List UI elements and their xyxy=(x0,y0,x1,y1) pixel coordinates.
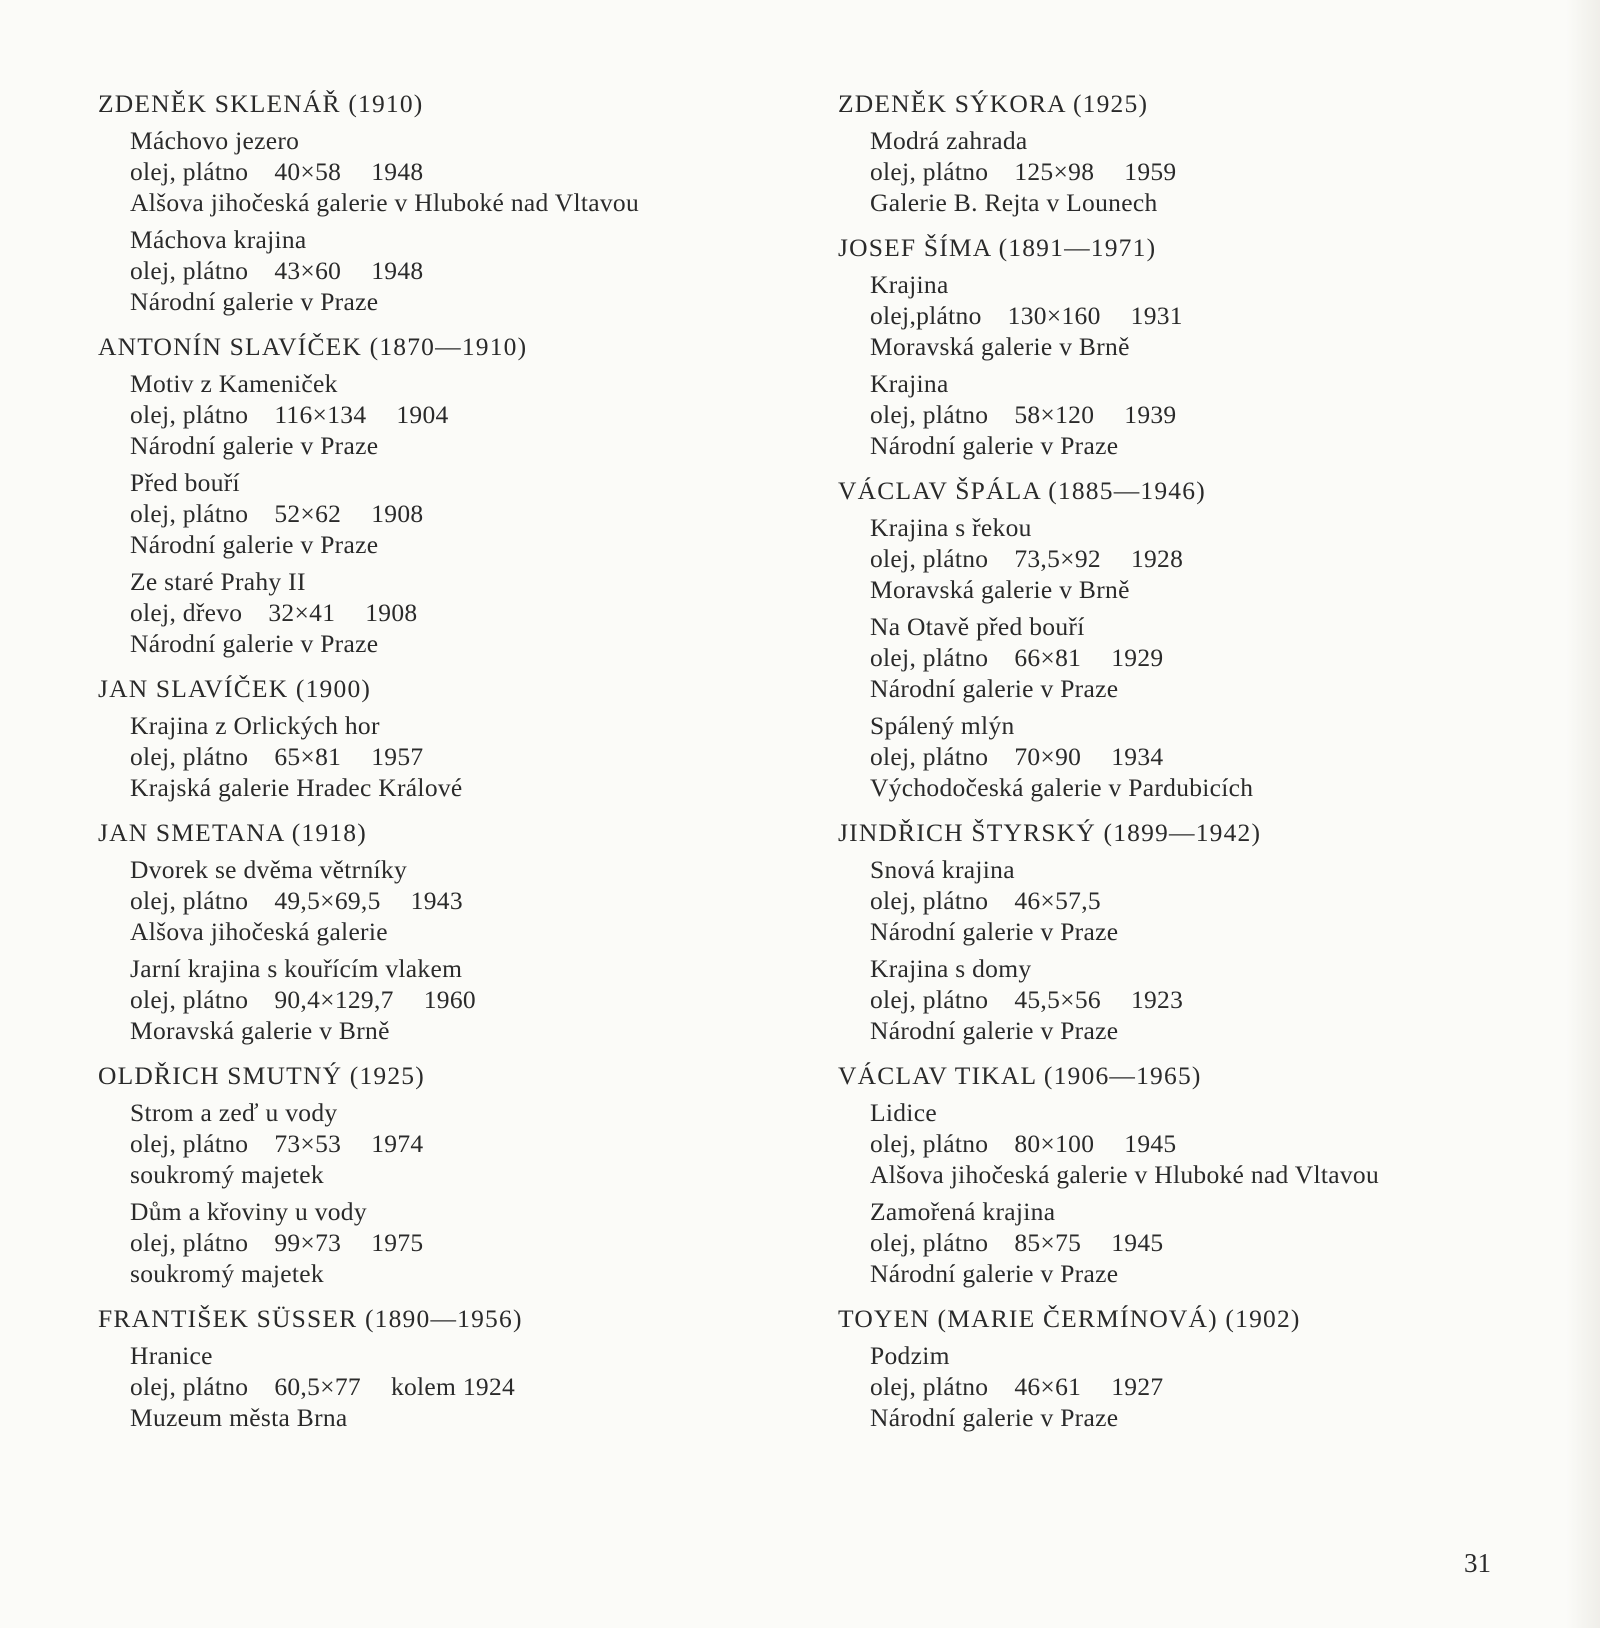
artwork-title: Snová krajina xyxy=(870,855,1015,884)
artist-name: ZDENĚK SKLENÁŘ (1910) xyxy=(98,89,424,118)
artwork-medium: olej, plátno xyxy=(130,499,249,528)
artwork-dimensions: 99×73 xyxy=(274,1228,342,1257)
artist-name: FRANTIŠEK SÜSSER (1890—1956) xyxy=(98,1304,523,1333)
artwork-dimensions: 116×134 xyxy=(274,400,367,429)
catalog-column-right xyxy=(838,88,1498,1447)
artwork-year: 1974 xyxy=(371,1129,424,1158)
artist-name: ZDENĚK SÝKORA (1925) xyxy=(838,89,1149,118)
artist-name: ANTONÍN SLAVÍČEK (1870—1910) xyxy=(98,332,528,361)
artwork-year: 1948 xyxy=(371,157,424,186)
artwork-dimensions: 46×61 xyxy=(1014,1372,1082,1401)
artwork-title: Krajina xyxy=(870,270,949,299)
catalog-column-left xyxy=(98,88,758,1447)
artwork-medium: olej, plátno xyxy=(870,1372,989,1401)
artist-name: TOYEN (MARIE ČERMÍNOVÁ) (1902) xyxy=(838,1304,1301,1333)
artwork-medium: olej, plátno xyxy=(130,256,249,285)
artwork-medium: olej, plátno xyxy=(870,544,989,573)
artwork-title: Na Otavě před bouří xyxy=(870,612,1085,641)
artist-name: JAN SMETANA (1918) xyxy=(98,818,367,847)
artwork-year: 1908 xyxy=(371,499,424,528)
artwork-entry xyxy=(838,1196,1498,1289)
artwork-year: 1929 xyxy=(1111,643,1164,672)
artwork-entry xyxy=(838,854,1498,947)
artist-name: OLDŘICH SMUTNÝ (1925) xyxy=(98,1061,425,1090)
artwork-entry xyxy=(98,1196,758,1289)
artwork-title: Jarní krajina s kouřícím vlakem xyxy=(130,954,463,983)
artist-name: JINDŘICH ŠTYRSKÝ (1899—1942) xyxy=(838,818,1262,847)
artwork-dimensions: 58×120 xyxy=(1014,400,1095,429)
artwork-dimensions: 125×98 xyxy=(1014,157,1095,186)
artwork-title: Máchovo jezero xyxy=(130,126,300,155)
artwork-details xyxy=(130,1128,758,1159)
artwork-entry xyxy=(838,1340,1498,1433)
artwork-dimensions: 49,5×69,5 xyxy=(274,886,381,915)
artwork-title: Zamořená krajina xyxy=(870,1197,1056,1226)
artist-entry xyxy=(838,817,1498,1046)
artwork-year: 1948 xyxy=(371,256,424,285)
artwork-dimensions: 65×81 xyxy=(274,742,342,771)
artwork-details xyxy=(130,741,758,772)
artwork-details xyxy=(870,399,1498,430)
artwork-details xyxy=(870,1128,1498,1159)
artist-entry xyxy=(838,475,1498,803)
artwork-details xyxy=(870,984,1498,1015)
artwork-entry xyxy=(838,512,1498,605)
artist-entry xyxy=(98,817,758,1046)
artwork-dimensions: 70×90 xyxy=(1014,742,1082,771)
artwork-medium: olej, plátno xyxy=(130,157,249,186)
artwork-year: 1960 xyxy=(423,985,476,1014)
artwork-title: Ze staré Prahy II xyxy=(130,567,306,596)
artwork-medium: olej, plátno xyxy=(870,1228,989,1257)
artwork-details xyxy=(870,642,1498,673)
artwork-entry xyxy=(98,710,758,803)
artwork-title: Krajina z Orlických hor xyxy=(130,711,380,740)
artwork-collection: Moravská galerie v Brně xyxy=(870,575,1130,604)
artwork-details xyxy=(870,741,1498,772)
artwork-year: 1928 xyxy=(1130,544,1184,573)
artwork-entry xyxy=(838,611,1498,704)
artwork-collection: Galerie B. Rejta v Lounech xyxy=(870,188,1158,217)
artwork-medium: olej, dřevo xyxy=(130,598,243,627)
artwork-entry xyxy=(98,953,758,1046)
artwork-collection: Národní galerie v Praze xyxy=(870,431,1119,460)
artwork-dimensions: 32×41 xyxy=(268,598,336,627)
artwork-entry xyxy=(98,368,758,461)
artwork-entry xyxy=(838,368,1498,461)
artwork-year: 1975 xyxy=(371,1228,424,1257)
artwork-details xyxy=(130,1227,758,1258)
artist-entry xyxy=(838,232,1498,461)
artwork-details xyxy=(130,885,758,916)
artwork-entry xyxy=(838,953,1498,1046)
artwork-collection: Národní galerie v Praze xyxy=(870,917,1119,946)
artwork-dimensions: 66×81 xyxy=(1014,643,1082,672)
artwork-title: Modrá zahrada xyxy=(870,126,1028,155)
artwork-details xyxy=(870,885,1498,916)
artist-entry xyxy=(98,1060,758,1289)
artwork-medium: olej, plátno xyxy=(130,400,249,429)
artwork-collection: Národní galerie v Praze xyxy=(870,674,1119,703)
artwork-entry xyxy=(838,125,1498,218)
artwork-title: Krajina s řekou xyxy=(870,513,1032,542)
artwork-year: 1957 xyxy=(371,742,424,771)
artwork-dimensions: 90,4×129,7 xyxy=(274,985,394,1014)
artwork-year: 1943 xyxy=(410,886,463,915)
artwork-collection: Muzeum města Brna xyxy=(130,1403,348,1432)
artwork-medium: olej, plátno xyxy=(870,643,989,672)
artwork-title: Dvorek se dvěma větrníky xyxy=(130,855,407,884)
artwork-dimensions: 73,5×92 xyxy=(1014,544,1101,573)
artwork-collection: Krajská galerie Hradec Králové xyxy=(130,773,463,802)
artist-name: JOSEF ŠÍMA (1891—1971) xyxy=(838,233,1157,262)
artist-entry xyxy=(98,1303,758,1433)
artwork-entry xyxy=(98,125,758,218)
artwork-year: 1904 xyxy=(396,400,449,429)
artist-entry xyxy=(838,88,1498,218)
artwork-title: Motiv z Kameniček xyxy=(130,369,338,398)
artwork-dimensions: 43×60 xyxy=(274,256,342,285)
artwork-details xyxy=(130,1371,758,1402)
artwork-details xyxy=(130,255,758,286)
artwork-title: Máchova krajina xyxy=(130,225,307,254)
artwork-collection: Národní galerie v Praze xyxy=(870,1016,1119,1045)
artwork-collection: Alšova jihočeská galerie v Hluboké nad Vltavou xyxy=(870,1160,1380,1189)
artwork-title: Dům a křoviny u vody xyxy=(130,1197,367,1226)
artist-name: JAN SLAVÍČEK (1900) xyxy=(98,674,372,703)
artwork-collection: Východočeská galerie v Pardubicích xyxy=(870,773,1254,802)
artwork-collection: Národní galerie v Praze xyxy=(870,1259,1119,1288)
artwork-title: Před bouří xyxy=(130,468,240,497)
artwork-year: 1945 xyxy=(1111,1228,1164,1257)
artwork-collection: Alšova jihočeská galerie xyxy=(130,917,388,946)
artwork-medium: olej, plátno xyxy=(130,886,249,915)
artwork-year: 1927 xyxy=(1111,1372,1164,1401)
artwork-entry xyxy=(838,269,1498,362)
artwork-title: Spálený mlýn xyxy=(870,711,1015,740)
page-number: 31 xyxy=(1464,1548,1491,1578)
artwork-collection: Alšova jihočeská galerie v Hluboké nad Vltavou xyxy=(130,188,640,217)
artwork-dimensions: 60,5×77 xyxy=(274,1372,361,1401)
artwork-year: 1945 xyxy=(1124,1129,1177,1158)
artwork-details xyxy=(130,984,758,1015)
artist-entry xyxy=(838,1060,1498,1289)
artwork-year: 1934 xyxy=(1111,742,1164,771)
artwork-dimensions: 45,5×56 xyxy=(1014,985,1101,1014)
artist-entry xyxy=(838,1303,1498,1433)
artwork-title: Lidice xyxy=(870,1098,937,1127)
artwork-medium: olej, plátno xyxy=(130,742,249,771)
artwork-title: Strom a zeď u vody xyxy=(130,1098,338,1127)
artwork-details xyxy=(130,498,758,529)
artwork-medium: olej, plátno xyxy=(130,985,249,1014)
artwork-collection: Národní galerie v Praze xyxy=(870,1403,1119,1432)
artwork-collection: Moravská galerie v Brně xyxy=(870,332,1130,361)
artwork-title: Krajina s domy xyxy=(870,954,1032,983)
artwork-entry xyxy=(98,566,758,659)
artist-entry xyxy=(98,331,758,659)
artist-name: VÁCLAV ŠPÁLA (1885—1946) xyxy=(838,476,1206,505)
artwork-details xyxy=(130,399,758,430)
artwork-dimensions: 73×53 xyxy=(274,1129,342,1158)
artwork-entry xyxy=(98,1340,758,1433)
artwork-collection: Národní galerie v Praze xyxy=(130,287,379,316)
artwork-medium: olej, plátno xyxy=(870,157,989,186)
artwork-year: 1923 xyxy=(1130,985,1184,1014)
artwork-collection: Moravská galerie v Brně xyxy=(130,1016,390,1045)
artwork-details xyxy=(870,1227,1498,1258)
artwork-dimensions: 85×75 xyxy=(1014,1228,1082,1257)
artwork-collection: soukromý majetek xyxy=(130,1160,324,1189)
artwork-year: 1931 xyxy=(1130,301,1183,330)
artwork-medium: olej, plátno xyxy=(870,1129,989,1158)
artwork-dimensions: 80×100 xyxy=(1014,1129,1095,1158)
artwork-medium: olej,plátno xyxy=(870,301,982,330)
artist-name: VÁCLAV TIKAL (1906—1965) xyxy=(838,1061,1202,1090)
artwork-year: 1959 xyxy=(1124,157,1177,186)
artwork-medium: olej, plátno xyxy=(130,1228,249,1257)
artwork-medium: olej, plátno xyxy=(130,1372,249,1401)
artwork-medium: olej, plátno xyxy=(870,742,989,771)
artwork-title: Hranice xyxy=(130,1341,213,1370)
artwork-details xyxy=(870,543,1498,574)
artwork-details xyxy=(130,597,758,628)
artwork-dimensions: 46×57,5 xyxy=(1014,886,1101,915)
artwork-year: 1908 xyxy=(365,598,418,627)
artwork-dimensions: 130×160 xyxy=(1007,301,1101,330)
artwork-collection: Národní galerie v Praze xyxy=(130,530,379,559)
artwork-collection: Národní galerie v Praze xyxy=(130,431,379,460)
artwork-medium: olej, plátno xyxy=(870,400,989,429)
artwork-medium: olej, plátno xyxy=(870,985,989,1014)
artwork-entry xyxy=(98,1097,758,1190)
artwork-details xyxy=(870,300,1498,331)
artwork-dimensions: 40×58 xyxy=(274,157,342,186)
artwork-year: kolem 1924 xyxy=(390,1372,516,1401)
artwork-entry xyxy=(838,710,1498,803)
artwork-collection: soukromý majetek xyxy=(130,1259,324,1288)
artwork-dimensions: 52×62 xyxy=(274,499,342,528)
artwork-medium: olej, plátno xyxy=(130,1129,249,1158)
artwork-collection: Národní galerie v Praze xyxy=(130,629,379,658)
artwork-details xyxy=(130,156,758,187)
artist-entry xyxy=(98,673,758,803)
page-edge-shadow xyxy=(1566,0,1600,1628)
artwork-medium: olej, plátno xyxy=(870,886,989,915)
artwork-year: 1939 xyxy=(1124,400,1177,429)
artwork-entry xyxy=(98,854,758,947)
artwork-entry xyxy=(838,1097,1498,1190)
artwork-details xyxy=(870,1371,1498,1402)
artist-entry xyxy=(98,88,758,317)
artwork-title: Krajina xyxy=(870,369,949,398)
artwork-title: Podzim xyxy=(870,1341,950,1370)
artwork-entry xyxy=(98,224,758,317)
artwork-details xyxy=(870,156,1498,187)
artwork-entry xyxy=(98,467,758,560)
